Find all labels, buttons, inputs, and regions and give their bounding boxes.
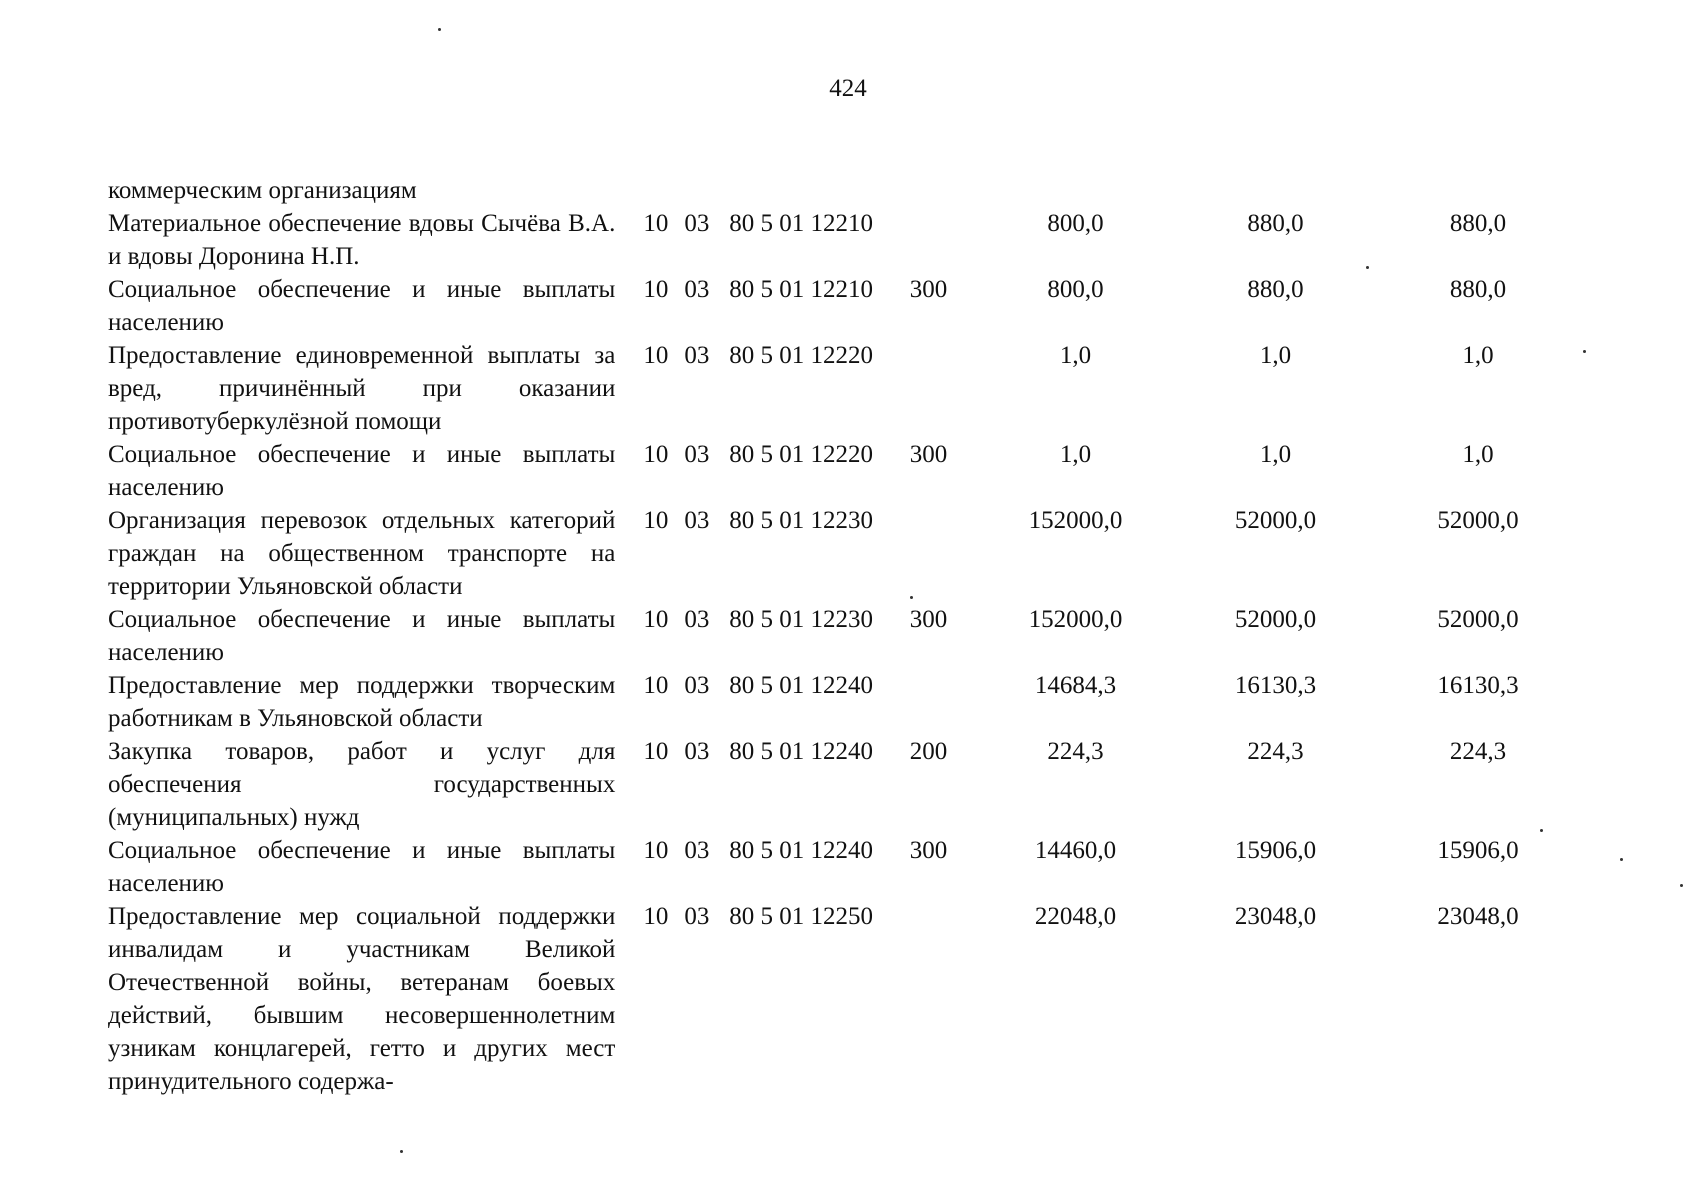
amount-year-1: 800,0 [1047, 276, 1104, 303]
target-article-code: 80 5 01 12220 [729, 342, 873, 369]
table-row [108, 207, 1578, 273]
subsection-code: 03 [684, 672, 710, 699]
scan-speck [1620, 858, 1623, 861]
row-description: Предоставление единовременной выплаты за вред, причинённый при оказании противотуберкулёзной помощи [108, 342, 616, 435]
target-article-code: 80 5 01 12210 [729, 210, 873, 237]
target-article-code: 80 5 01 12220 [729, 441, 873, 468]
amount-year-3: 52000,0 [1437, 606, 1519, 633]
section-code: 10 [643, 210, 669, 237]
amount-year-1: 22048,0 [1034, 903, 1117, 930]
amount-year-3: 52000,0 [1437, 507, 1519, 534]
table-row [108, 900, 1578, 1098]
target-article-code: 80 5 01 12210 [729, 276, 873, 303]
amount-year-3: 880,0 [1449, 210, 1507, 237]
amount-year-3: 1,0 [1462, 441, 1494, 468]
expense-type-code: 200 [909, 738, 948, 765]
row-description: Предоставление мер социальной поддержки инвалидам и участникам Великой Отечественной войны, ветеранам боевых действий, бывшим несовершеннолетним узникам концлагерей, гетто и других мест принудительного содержа- [108, 903, 616, 1095]
amount-year-1: 152000,0 [1028, 507, 1123, 534]
section-code: 10 [643, 837, 669, 864]
table-row [108, 669, 1578, 735]
row-description: Социальное обеспечение и иные выплаты населению [108, 441, 616, 501]
amount-year-3: 16130,3 [1437, 672, 1519, 699]
amount-year-1: 1,0 [1059, 441, 1092, 468]
target-article-code: 80 5 01 12240 [729, 672, 873, 699]
subsection-code: 03 [684, 903, 710, 930]
section-code: 10 [643, 903, 669, 930]
table-row [108, 339, 1578, 438]
amount-year-2: 52000,0 [1234, 507, 1317, 534]
row-description: Социальное обеспечение и иные выплаты населению [108, 837, 616, 897]
table-row [108, 438, 1578, 504]
amount-year-2: 23048,0 [1234, 903, 1317, 930]
expense-type-code: 300 [909, 837, 948, 864]
subsection-code: 03 [684, 837, 710, 864]
amount-year-3: 15906,0 [1437, 837, 1519, 864]
subsection-code: 03 [684, 276, 710, 303]
section-code: 10 [643, 276, 669, 303]
amount-year-3: 880,0 [1449, 276, 1507, 303]
subsection-code: 03 [684, 342, 710, 369]
scan-speck [910, 596, 913, 599]
amount-year-2: 52000,0 [1234, 606, 1317, 633]
table-row [108, 273, 1578, 339]
expense-type-code: 300 [909, 606, 948, 633]
expense-type-code: 300 [909, 276, 948, 303]
section-code: 10 [643, 606, 669, 633]
target-article-code: 80 5 01 12230 [729, 606, 873, 633]
target-article-code: 80 5 01 12240 [729, 837, 873, 864]
amount-year-2: 880,0 [1247, 276, 1304, 303]
section-code: 10 [643, 441, 669, 468]
target-article-code: 80 5 01 12250 [729, 903, 873, 930]
section-code: 10 [643, 672, 669, 699]
scan-speck [438, 28, 441, 31]
amount-year-3: 1,0 [1462, 342, 1494, 369]
scan-speck [1680, 884, 1683, 887]
amount-year-2: 16130,3 [1234, 672, 1317, 699]
amount-year-3: 23048,0 [1437, 903, 1519, 930]
table-row [108, 834, 1578, 900]
scan-speck [1540, 829, 1543, 832]
row-description: Социальное обеспечение и иные выплаты населению [108, 276, 616, 336]
row-description: Предоставление мер поддержки творческим работникам в Ульяновской области [108, 672, 616, 732]
row-description: Закупка товаров, работ и услуг для обеспечения государственных (муниципальных) нужд [108, 738, 616, 831]
expense-type-code: 300 [909, 441, 948, 468]
budget-table [108, 174, 1578, 1098]
page-number: 424 [829, 75, 867, 102]
scan-speck [400, 1150, 403, 1153]
row-description: Материальное обеспечение вдовы Сычёва В.А. и вдовы Доронина Н.П. [108, 210, 616, 270]
amount-year-1: 14460,0 [1034, 837, 1117, 864]
row-description: коммерческим организациям [108, 177, 417, 204]
scan-speck [1583, 350, 1586, 353]
amount-year-1: 1,0 [1059, 342, 1092, 369]
section-code: 10 [643, 738, 669, 765]
table-row [108, 174, 1578, 207]
table-row [108, 735, 1578, 834]
table-row [108, 504, 1578, 603]
amount-year-1: 152000,0 [1028, 606, 1123, 633]
amount-year-2: 880,0 [1247, 210, 1304, 237]
subsection-code: 03 [684, 441, 710, 468]
amount-year-3: 224,3 [1449, 738, 1507, 765]
target-article-code: 80 5 01 12240 [729, 738, 873, 765]
amount-year-1: 224,3 [1047, 738, 1104, 765]
section-code: 10 [643, 507, 669, 534]
row-description: Социальное обеспечение и иные выплаты населению [108, 606, 616, 666]
amount-year-2: 224,3 [1247, 738, 1304, 765]
amount-year-2: 1,0 [1259, 441, 1292, 468]
amount-year-2: 15906,0 [1234, 837, 1317, 864]
amount-year-2: 1,0 [1259, 342, 1292, 369]
table-row [108, 603, 1578, 669]
subsection-code: 03 [684, 606, 710, 633]
amount-year-1: 14684,3 [1034, 672, 1117, 699]
scan-speck [1366, 266, 1369, 269]
subsection-code: 03 [684, 210, 710, 237]
subsection-code: 03 [684, 738, 710, 765]
target-article-code: 80 5 01 12230 [729, 507, 873, 534]
amount-year-1: 800,0 [1047, 210, 1104, 237]
section-code: 10 [643, 342, 669, 369]
subsection-code: 03 [684, 507, 710, 534]
row-description: Организация перевозок отдельных категорий граждан на общественном транспорте на территории Ульяновской области [108, 507, 616, 600]
